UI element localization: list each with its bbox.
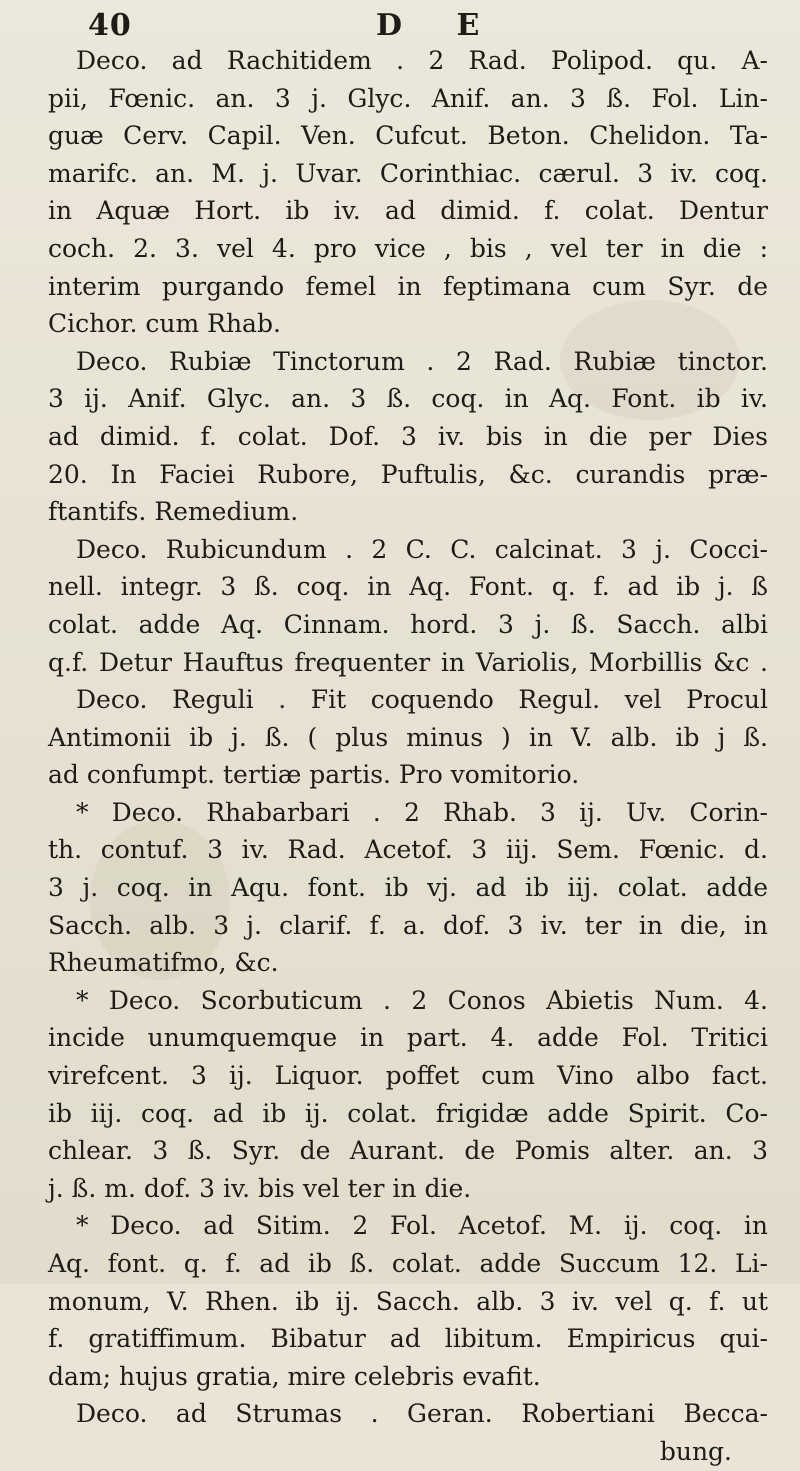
text-line: in Aquæ Hort. ib iv. ad dimid. f. colat. Dentur <box>48 196 768 226</box>
text-line: coch. 2. 3. vel 4. pro vice , bis , vel ter in die : <box>48 233 768 263</box>
text-line: th. contuf. 3 iv. Rad. Acetof. 3 iij. Sem. Fœnic. d. <box>48 835 768 865</box>
text-line: Rheumatifmo, &c. <box>48 948 279 978</box>
text-line: Deco. Reguli . Fit coquendo Regul. vel Procul <box>76 685 768 715</box>
text-line: Deco. ad Strumas . Geran. Robertiani Becca- <box>76 1399 768 1429</box>
text-line: pii, Fœnic. an. 3 j. Glyc. Anif. an. 3 ß. Fol. Lin- <box>48 83 768 113</box>
page-number: 40 <box>88 8 132 43</box>
text-line: ib iij. coq. ad ib ij. colat. frigidæ adde Spirit. Co- <box>48 1098 768 1128</box>
text-line: Deco. Rubiæ Tinctorum . 2 Rad. Rubiæ tinctor. <box>76 346 768 376</box>
text-line: q.f. Detur Hauftus frequenter in Variolis, Morbillis &c . <box>48 647 768 677</box>
text-line: * Deco. Scorbuticum . 2 Conos Abietis Num. 4. <box>76 985 768 1015</box>
text-line: colat. adde Aq. Cinnam. hord. 3 j. ß. Sacch. albi <box>48 609 768 639</box>
text-line: virefcent. 3 ij. Liquor. poffet cum Vino albo fact. <box>48 1061 768 1091</box>
text-line: 3 j. coq. in Aqu. font. ib vj. ad ib iij. colat. adde <box>48 873 768 903</box>
text-line: * Deco. Rhabarbari . 2 Rhab. 3 ij. Uv. Corin- <box>76 797 768 827</box>
text-line: Sacch. alb. 3 j. clarif. f. a. dof. 3 iv. ter in die, in <box>48 910 768 940</box>
text-line: Deco. ad Rachitidem . 2 Rad. Polipod. qu. A- <box>76 46 768 75</box>
text-line: f. gratiffimum. Bibatur ad libitum. Empiricus qui- <box>48 1324 768 1354</box>
text-line: Cichor. cum Rhab. <box>48 309 281 339</box>
text-line: ad dimid. f. colat. Dof. 3 iv. bis in die per Dies <box>48 421 768 451</box>
text-line: ad confumpt. tertiæ partis. Pro vomitorio. <box>48 760 580 790</box>
text-line: 20. In Faciei Rubore, Puftulis, &c. curandis præ- <box>48 459 768 489</box>
text-line: marifc. an. M. j. Uvar. Corinthiac. cærul. 3 iv. coq. <box>48 158 768 188</box>
text-line: incide unumquemque in part. 4. adde Fol. Tritici <box>48 1023 768 1053</box>
text-line: Deco. Rubicundum . 2 C. C. calcinat. 3 j. Cocci- <box>76 534 768 564</box>
text-line: Aq. font. q. f. ad ib ß. colat. adde Succum 12. Li- <box>48 1249 768 1278</box>
text-line: ftantifs. Remedium. <box>48 497 299 527</box>
text-line: chlear. 3 ß. Syr. de Aurant. de Pomis alter. an. 3 <box>48 1136 768 1166</box>
text-line: j. ß. m. dof. 3 iv. bis vel ter in die. <box>48 1173 472 1203</box>
text-line: * Deco. ad Sitim. 2 Fol. Acetof. M. ij. coq. in <box>76 1211 768 1241</box>
text-line: Antimonii ib j. ß. ( plus minus ) in V. alb. ib j ß. <box>48 722 768 752</box>
signature-mark: D E <box>376 8 502 43</box>
text-line: bung. <box>659 1436 732 1466</box>
text-line: dam; hujus gratia, mire celebris evafit. <box>48 1361 541 1391</box>
text-line: 3 ij. Anif. Glyc. an. 3 ß. coq. in Aq. Font. ib iv. <box>48 384 768 414</box>
text-line: guæ Cerv. Capil. Ven. Cufcut. Beton. Chelidon. Ta- <box>48 121 768 151</box>
text-line: nell. integr. 3 ß. coq. in Aq. Font. q. f. ad ib j. ß <box>48 572 768 602</box>
body-text <box>48 42 768 1471</box>
text-line: monum, V. Rhen. ib ij. Sacch. alb. 3 iv. vel q. f. ut <box>48 1286 768 1316</box>
text-line: interim purgando femel in feptimana cum Syr. de <box>48 271 768 301</box>
